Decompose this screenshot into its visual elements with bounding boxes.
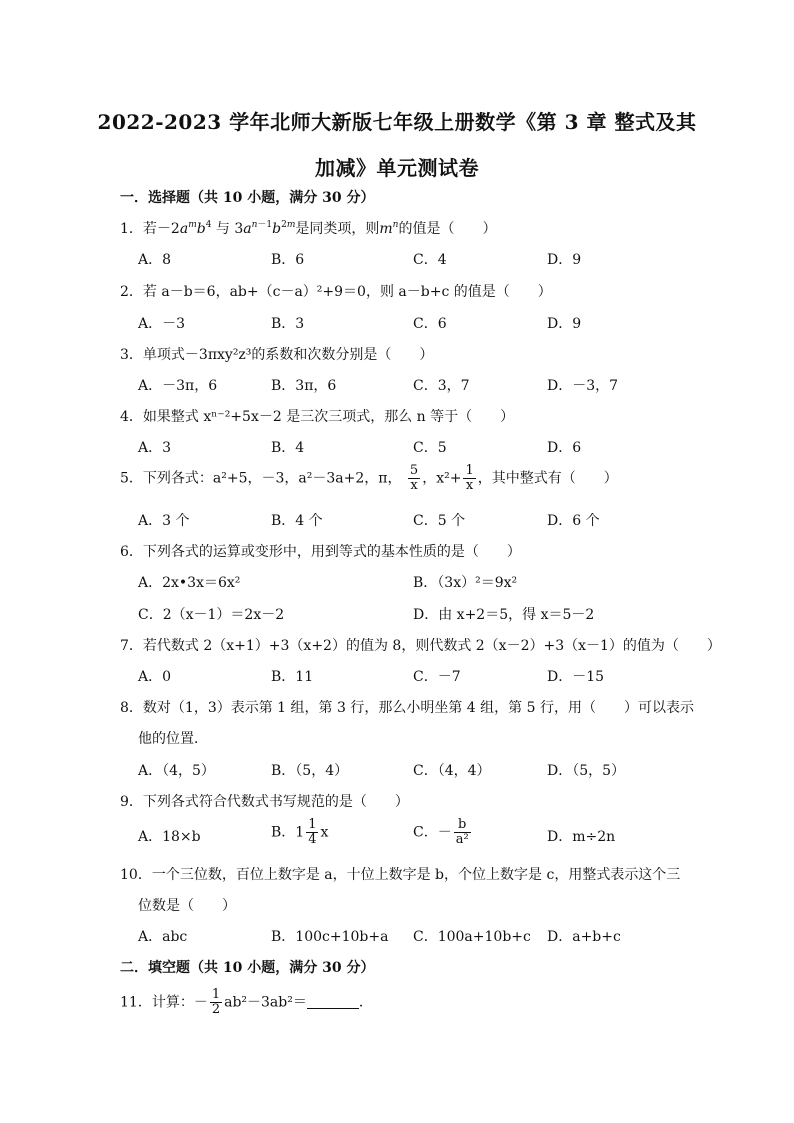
q4-option-b[interactable]: B．4 [271, 440, 305, 456]
q7-option-d[interactable]: D．－15 [547, 669, 605, 685]
q5-option-b[interactable]: B．4 个 [271, 513, 323, 529]
q9-option-c[interactable]: C．－ $\frac{b}{\text{a²}}$ [413, 817, 469, 847]
q1-suffix: 的值是（ ） [398, 221, 497, 237]
q2-option-c[interactable]: C．6 [413, 316, 447, 332]
q5-suffix: ，其中整式有（ ） [477, 470, 618, 487]
q10-option-d[interactable]: D．a+b+c [547, 929, 621, 945]
q6-option-a[interactable]: A．2x•3x＝6x² [138, 575, 241, 591]
question-9: 9．下列各式符合代数式书写规范的是（ ） [120, 794, 409, 810]
q4-option-c[interactable]: C．5 [413, 440, 447, 456]
q5-option-a[interactable]: A．3 个 [138, 513, 190, 529]
question-6: 6．下列各式的运算或变形中，用到等式的基本性质的是（ ） [120, 544, 521, 560]
question-10-line-1: 10．一个三位数，百位上数字是 a，十位上数字是 b，个位上数字是 c，用整式表示这个三 [120, 867, 681, 883]
question-8-line-2: 他的位置． [138, 731, 208, 747]
q7-option-b[interactable]: B．11 [271, 669, 314, 685]
q9-b-fraction: $\frac{1}{4}$ [308, 817, 317, 847]
q3-option-c[interactable]: C．3，7 [413, 378, 470, 394]
q10-option-a[interactable]: A．abc [138, 929, 188, 945]
q8-option-c[interactable]: C．（4，4） [413, 763, 491, 779]
q4-option-a[interactable]: A．3 [138, 440, 172, 456]
section-fill-heading: 二．填空题（共 10 小题，满分 30 分） [120, 960, 375, 976]
title-line-2: 加减》单元测试卷 [315, 156, 479, 180]
q7-option-c[interactable]: C．－7 [413, 669, 461, 685]
q1-text: 是同类项，则 [295, 221, 380, 237]
q5-middle: ，x²+ [422, 470, 462, 487]
q5-fraction-1: $\frac{5}{x}$ [409, 463, 419, 493]
q9-c-fraction: $\frac{b}{\text{a²}}$ [455, 817, 469, 847]
q5-option-c[interactable]: C．5 个 [413, 513, 466, 529]
q8-option-d[interactable]: D．（5，5） [547, 763, 626, 779]
q7-option-a[interactable]: A．0 [138, 669, 172, 685]
q2-option-a[interactable]: A．－3 [138, 316, 186, 332]
q1-option-b[interactable]: B．6 [271, 252, 305, 268]
q9-option-b[interactable]: B．1 $\frac{1}{4}$ x [271, 817, 329, 847]
q10-option-b[interactable]: B．100c+10b+a [271, 929, 389, 945]
q1-option-a[interactable]: A．8 [138, 252, 172, 268]
q5-option-d[interactable]: D．6 个 [547, 513, 600, 529]
q10-option-c[interactable]: C．100a+10b+c [413, 929, 531, 945]
q5-prefix: 5．下列各式：a²+5，－3，a²－3a+2，π， [120, 470, 402, 487]
title-line-1: 2022-2023 学年北师大新版七年级上册数学《第 3 章 整式及其 [97, 110, 697, 134]
q8-option-a[interactable]: A．（4，5） [138, 763, 215, 779]
q3-option-b[interactable]: B．3π，6 [271, 378, 337, 394]
q1-prefix: 1．若－2 [120, 221, 180, 237]
question-5 [120, 464, 618, 493]
q6-option-d[interactable]: D．由 x+2＝5，得 x＝5－2 [413, 607, 595, 623]
q11-answer-blank[interactable] [307, 994, 359, 1009]
q9-option-a[interactable]: A．18×b [138, 829, 201, 845]
q9-option-d[interactable]: D．m÷2n [547, 829, 616, 845]
q1-option-d[interactable]: D．9 [547, 252, 582, 268]
q1-option-c[interactable]: C．4 [413, 252, 447, 268]
question-4: 4．如果整式 xⁿ⁻²+5x－2 是三次三项式，那么 n 等于（ ） [120, 409, 515, 425]
q6-option-b[interactable]: B．（3x）²＝9x² [413, 575, 518, 591]
question-3: 3．单项式－3πxy²z³的系数和次数分别是（ ） [120, 347, 434, 363]
q11-fraction: $\frac{1}{2}$ [211, 987, 221, 1017]
q3-option-d[interactable]: D．－3，7 [547, 378, 619, 394]
question-1: 1．若$-2a^mb^4$ 与 $3a^{n-1}b^{2m}$是同类项，则$m^n$的值是（ ） [120, 220, 497, 237]
section-choice-heading: 一．选择题（共 10 小题，满分 30 分） [120, 190, 375, 206]
q2-option-d[interactable]: D．9 [547, 316, 582, 332]
question-10-line-2: 位数是（ ） [138, 898, 236, 914]
q2-option-b[interactable]: B．3 [271, 316, 305, 332]
q4-option-d[interactable]: D．6 [547, 440, 582, 456]
q3-option-a[interactable]: A．－3π，6 [138, 378, 218, 394]
question-7: 7．若代数式 2（x+1）+3（x+2）的值为 8，则代数式 2（x－2）+3（x－1）的值为（ ） [120, 638, 721, 654]
q5-fraction-2: $\frac{1}{x}$ [465, 463, 474, 493]
question-2: 2．若 a－b＝6，ab+（c－a）²+9＝0，则 a－b+c 的值是（ ） [120, 284, 552, 300]
q6-option-c[interactable]: C．2（x－1）＝2x－2 [138, 607, 285, 623]
question-8-line-1: 8．数对（1，3）表示第 1 组，第 3 行，那么小明坐第 4 组，第 5 行，用（ ）可以表示 [120, 700, 694, 716]
q8-option-b[interactable]: B．（5，4） [271, 763, 349, 779]
question-11: 11．计算：－ $\frac{1}{2}$ ab²－3ab²＝ ． [120, 987, 373, 1017]
